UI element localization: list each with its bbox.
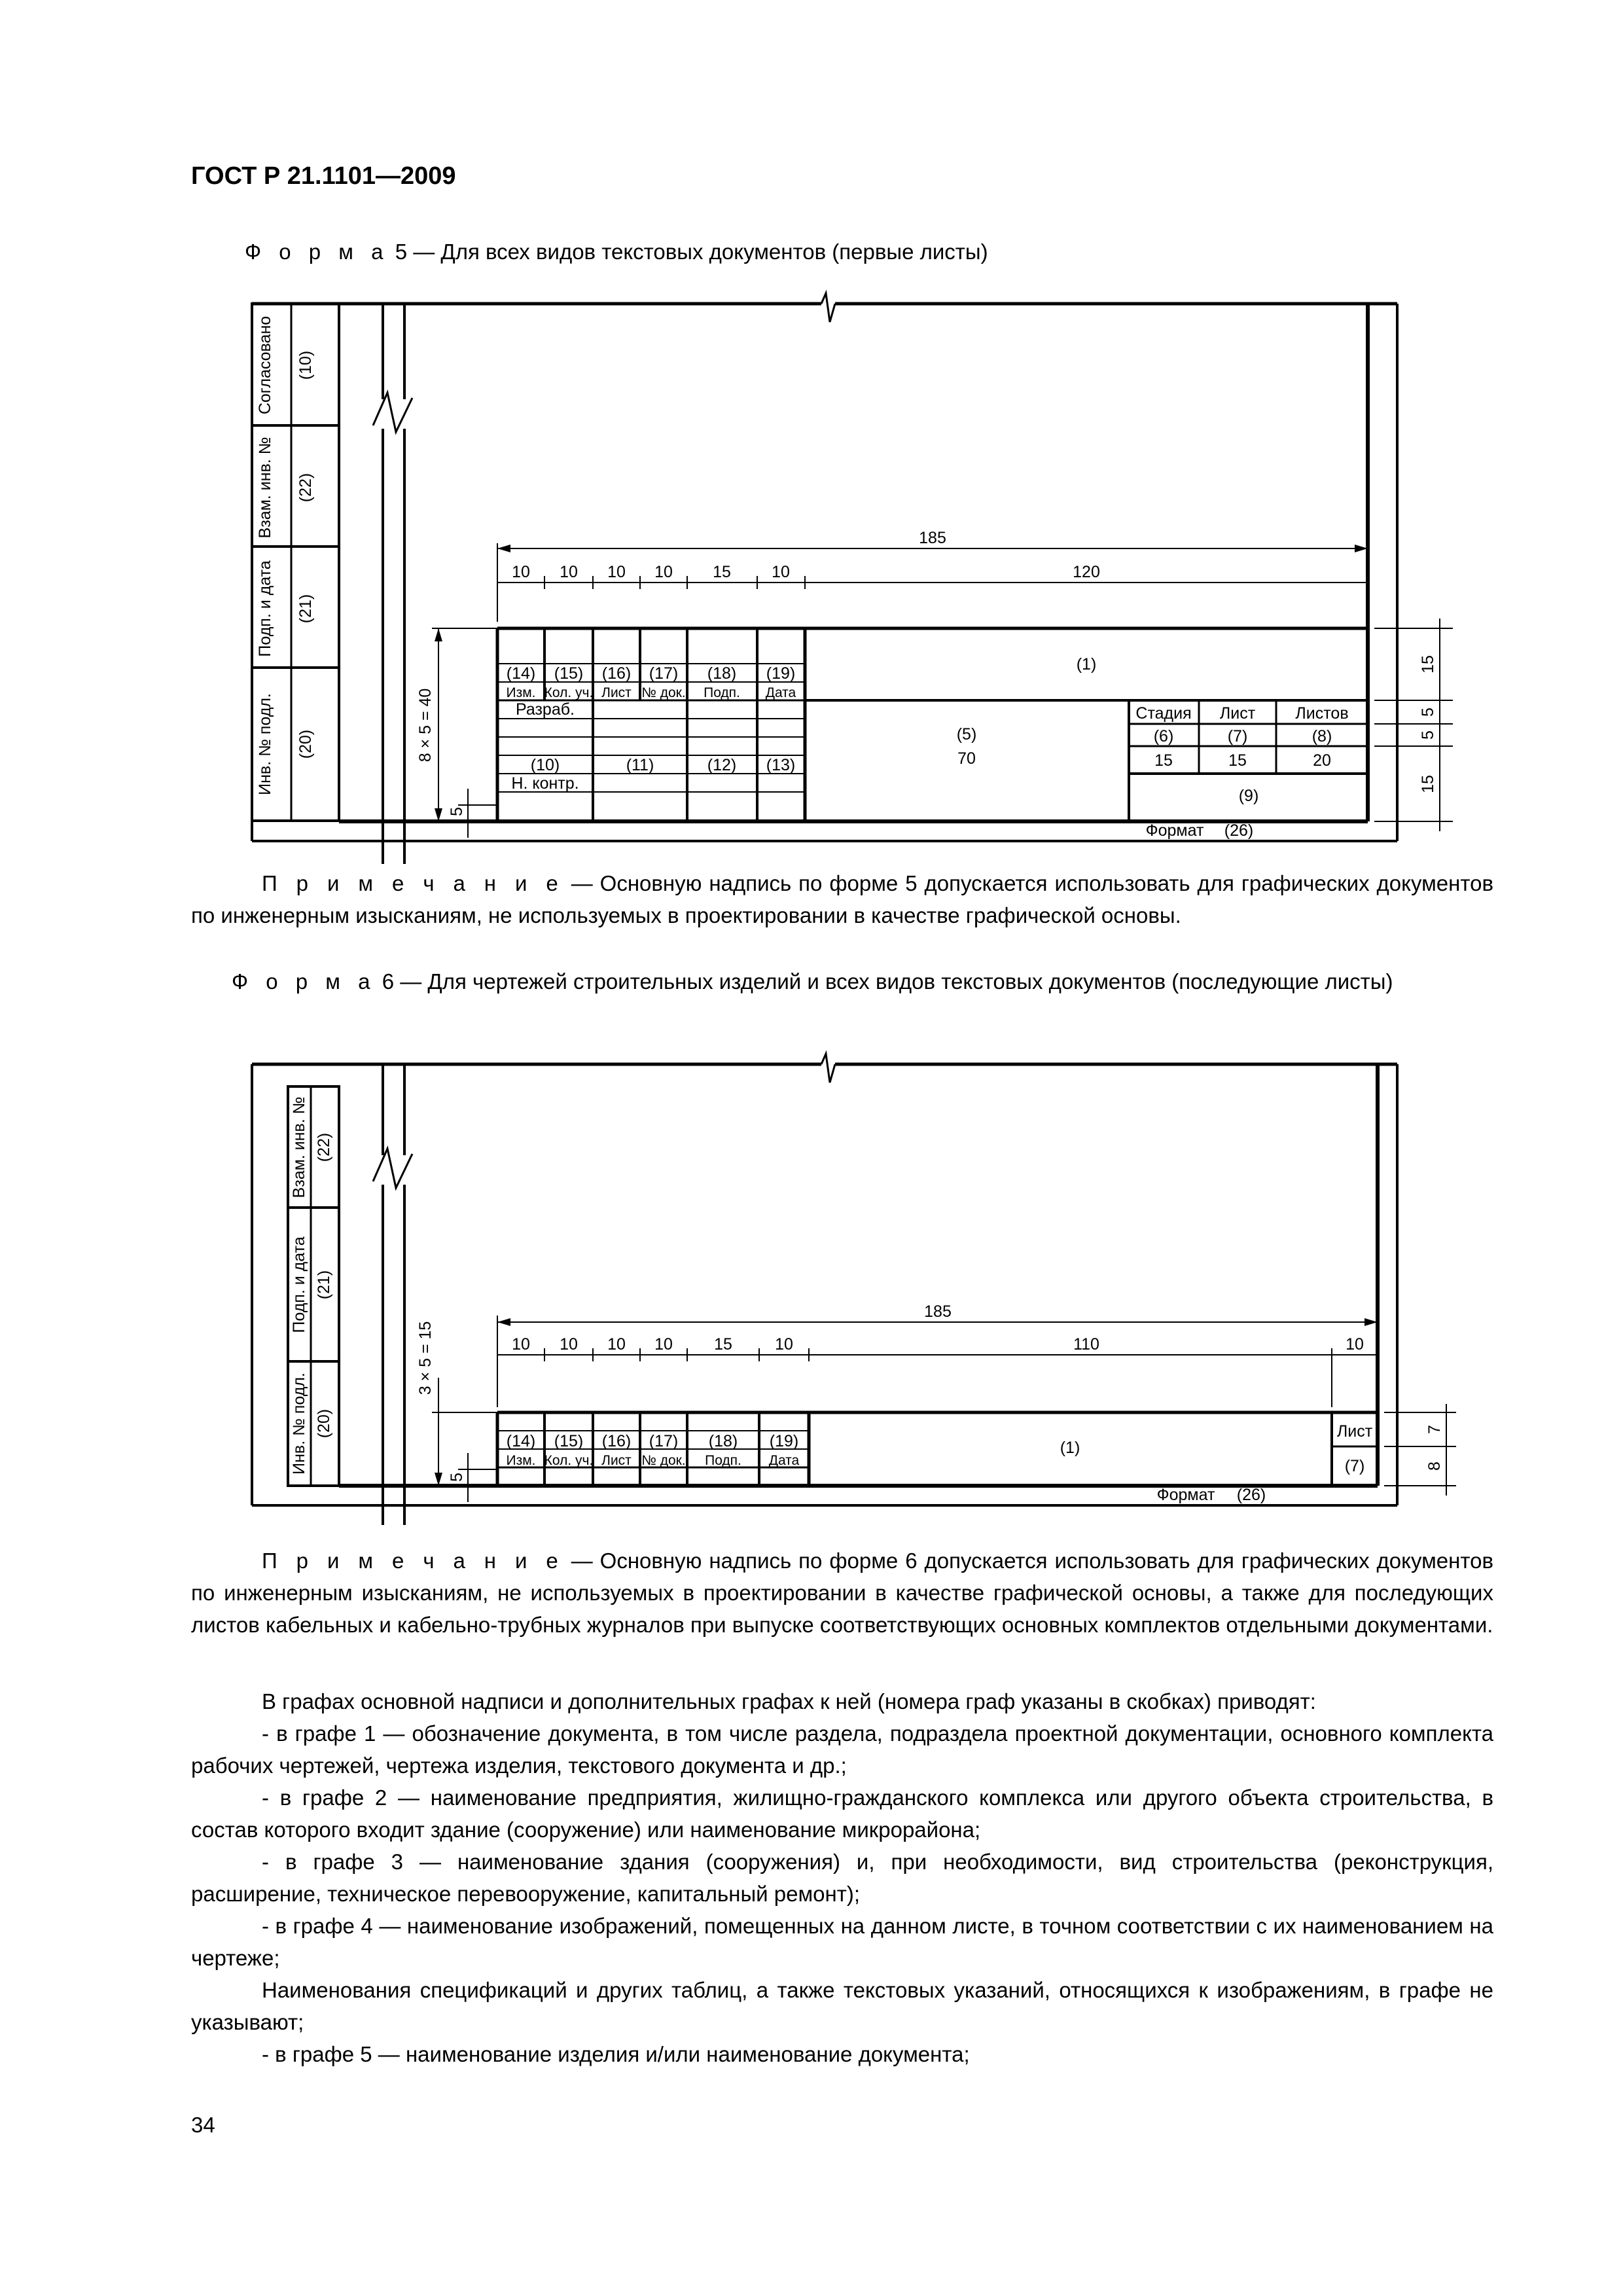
- nkontr-label: Н. контр.: [511, 774, 579, 793]
- stage-num: (7): [1227, 727, 1248, 745]
- paragraph: - в графе 4 — наименование изображений, помещенных на данном листе, в точном соответствии с их наименованием на чертеже;: [191, 1914, 1493, 1970]
- dim-col: 10: [607, 1335, 626, 1354]
- side-label: Инв. № подл.: [290, 1372, 308, 1475]
- note-form6: П р и м е ч а н и е — Основную надпись по форме 6 допускается использовать для графических документов по инженерным изысканиям, не используемых в проектировании в качестве графической основы, а также для последующих листов кабельных и кабельно-трубных журналов при выпуске соответствующих основных комплектов отдельными документами.: [191, 1549, 1493, 1637]
- stage-header: Листов: [1295, 704, 1349, 723]
- field-num: (10): [530, 756, 560, 774]
- field-num: (17): [649, 1432, 679, 1450]
- field-num: (18): [708, 1432, 738, 1450]
- dim-col: 10: [512, 563, 530, 581]
- form5-drawing: [0, 288, 1623, 864]
- field-num: (14): [506, 1432, 536, 1450]
- dim-right: 15: [1419, 655, 1437, 673]
- dim-col: 10: [654, 563, 673, 581]
- field-label: № док.: [641, 1453, 686, 1468]
- form6-drawing: [0, 1041, 1623, 1545]
- field-label: № док.: [641, 685, 686, 700]
- side-num: (20): [296, 729, 315, 759]
- side-num: (21): [315, 1270, 333, 1300]
- dim-bottom: 5: [448, 807, 466, 816]
- dim-height: 8 × 5 = 40: [416, 688, 435, 762]
- stage-header: Лист: [1219, 704, 1256, 723]
- field-num: (19): [769, 1432, 799, 1450]
- page-number: 34: [191, 2113, 215, 2137]
- razrab-label: Разраб.: [515, 700, 575, 719]
- dim-right: 5: [1419, 708, 1437, 717]
- dim-total: 185: [924, 1302, 952, 1321]
- field-num: (16): [601, 1432, 632, 1450]
- dim-last: 10: [1346, 1335, 1364, 1354]
- side-label: Согласовано: [256, 315, 274, 415]
- dim-col: 10: [607, 563, 626, 581]
- side-label: Взам. инв. №: [290, 1096, 308, 1198]
- format-label: Формат: [1156, 1486, 1215, 1504]
- dim-col: 10: [560, 563, 578, 581]
- dim-col: 10: [772, 563, 790, 581]
- paragraph: - в графе 2 — наименование предприятия, жилищно-гражданского комплекса или другого объекта строительства, в состав которого входит здание (сооружение) или наименование микрорайона;: [191, 1785, 1493, 1842]
- dim-col: 10: [512, 1335, 530, 1354]
- field1: (1): [1060, 1439, 1080, 1457]
- field-num: (14): [506, 664, 536, 683]
- stage-width: 15: [1154, 751, 1173, 770]
- dim-right: 15: [1419, 775, 1437, 793]
- dim-bottom: 5: [448, 1473, 466, 1482]
- field-num: (15): [554, 1432, 584, 1450]
- field-label: Изм.: [506, 685, 536, 700]
- side-num: (22): [315, 1132, 333, 1162]
- paragraph: В графах основной надписи и дополнительных графах к ней (номера граф указаны в скобках) приводят:: [262, 1689, 1316, 1713]
- side-num: (22): [296, 473, 315, 503]
- format-num: (26): [1236, 1486, 1266, 1504]
- field-label: Подп.: [704, 685, 740, 700]
- body-text: [191, 1685, 1493, 2070]
- dim-col: 10: [654, 1335, 673, 1354]
- dim-right: 5: [1419, 730, 1437, 740]
- dim-col: 15: [714, 1335, 732, 1354]
- list-num: (7): [1344, 1457, 1365, 1475]
- dim-mid: 110: [1073, 1335, 1099, 1354]
- field-num: (19): [766, 664, 796, 683]
- field-label: Дата: [768, 1453, 800, 1468]
- field-num: (11): [626, 756, 654, 774]
- form6-caption: Ф о р м а 6 — Для чертежей строительных изделий и всех видов текстовых документов (последующие листы): [232, 969, 1393, 994]
- field-label: Подп.: [705, 1453, 741, 1468]
- dim-rest: 120: [1073, 563, 1100, 581]
- side-label: Взам. инв. №: [256, 437, 274, 539]
- list-label: Лист: [1336, 1422, 1373, 1441]
- field-label: Лист: [601, 1453, 632, 1468]
- field-label: Дата: [765, 685, 796, 700]
- field-label: Изм.: [506, 1453, 536, 1468]
- paragraph: - в графе 5 — наименование изделия и/или наименование документа;: [262, 2042, 970, 2066]
- document-header: ГОСТ Р 21.1101—2009: [191, 162, 456, 190]
- dim-total: 185: [919, 529, 946, 547]
- field9: (9): [1238, 787, 1259, 805]
- dim-right: 8: [1425, 1462, 1444, 1471]
- field-label: Кол. уч.: [544, 685, 594, 700]
- side-label: Подп. и дата: [256, 560, 274, 657]
- side-label: Инв. № подл.: [256, 693, 274, 795]
- field-num: (18): [707, 664, 737, 683]
- format-label: Формат: [1145, 821, 1204, 840]
- field-num: (12): [707, 756, 737, 774]
- dim-col: 10: [775, 1335, 793, 1354]
- stage-width: 15: [1228, 751, 1247, 770]
- stage-num: (6): [1153, 727, 1174, 745]
- field-num: (13): [766, 756, 796, 774]
- format-num: (26): [1224, 821, 1254, 840]
- field-num: (16): [601, 664, 632, 683]
- field-num: (17): [649, 664, 679, 683]
- field-label: Лист: [601, 685, 632, 700]
- paragraph: - в графе 1 — обозначение документа, в том числе раздела, подраздела проектной документации, основного комплекта рабочих чертежей, чертежа изделия, текстового документа и др.;: [191, 1721, 1493, 1778]
- field5: (5): [956, 725, 977, 744]
- side-num: (21): [296, 594, 315, 624]
- field5-width: 70: [957, 749, 976, 768]
- side-num: (20): [315, 1408, 333, 1439]
- dim-col: 10: [560, 1335, 578, 1354]
- stage-num: (8): [1311, 727, 1332, 745]
- side-label: Подп. и дата: [290, 1236, 308, 1333]
- stage-header: Стадия: [1135, 704, 1192, 723]
- paragraph: Наименования спецификаций и других таблиц, а также текстовых указаний, относящихся к изображениям, в графе не указывают;: [191, 1978, 1493, 2034]
- field-num: (15): [554, 664, 584, 683]
- dim-height: 3 × 5 = 15: [416, 1321, 435, 1395]
- note-form5: П р и м е ч а н и е — Основную надпись по форме 5 допускается использовать для графических документов по инженерным изысканиям, не используемых в проектировании в качестве графической основы.: [191, 871, 1493, 927]
- stage-width: 20: [1313, 751, 1331, 770]
- dim-col: 15: [713, 563, 731, 581]
- field1: (1): [1076, 655, 1097, 673]
- dim-right: 7: [1425, 1425, 1444, 1434]
- form5-caption: Ф о р м а 5 — Для всех видов текстовых документов (первые листы): [245, 240, 988, 264]
- field-label: Кол. уч.: [544, 1453, 594, 1468]
- paragraph: - в графе 3 — наименование здания (сооружения) и, при необходимости, вид строительства (реконструкция, расширение, техническое перевооружение, капитальный ремонт);: [191, 1850, 1493, 1906]
- side-num: (10): [296, 350, 315, 380]
